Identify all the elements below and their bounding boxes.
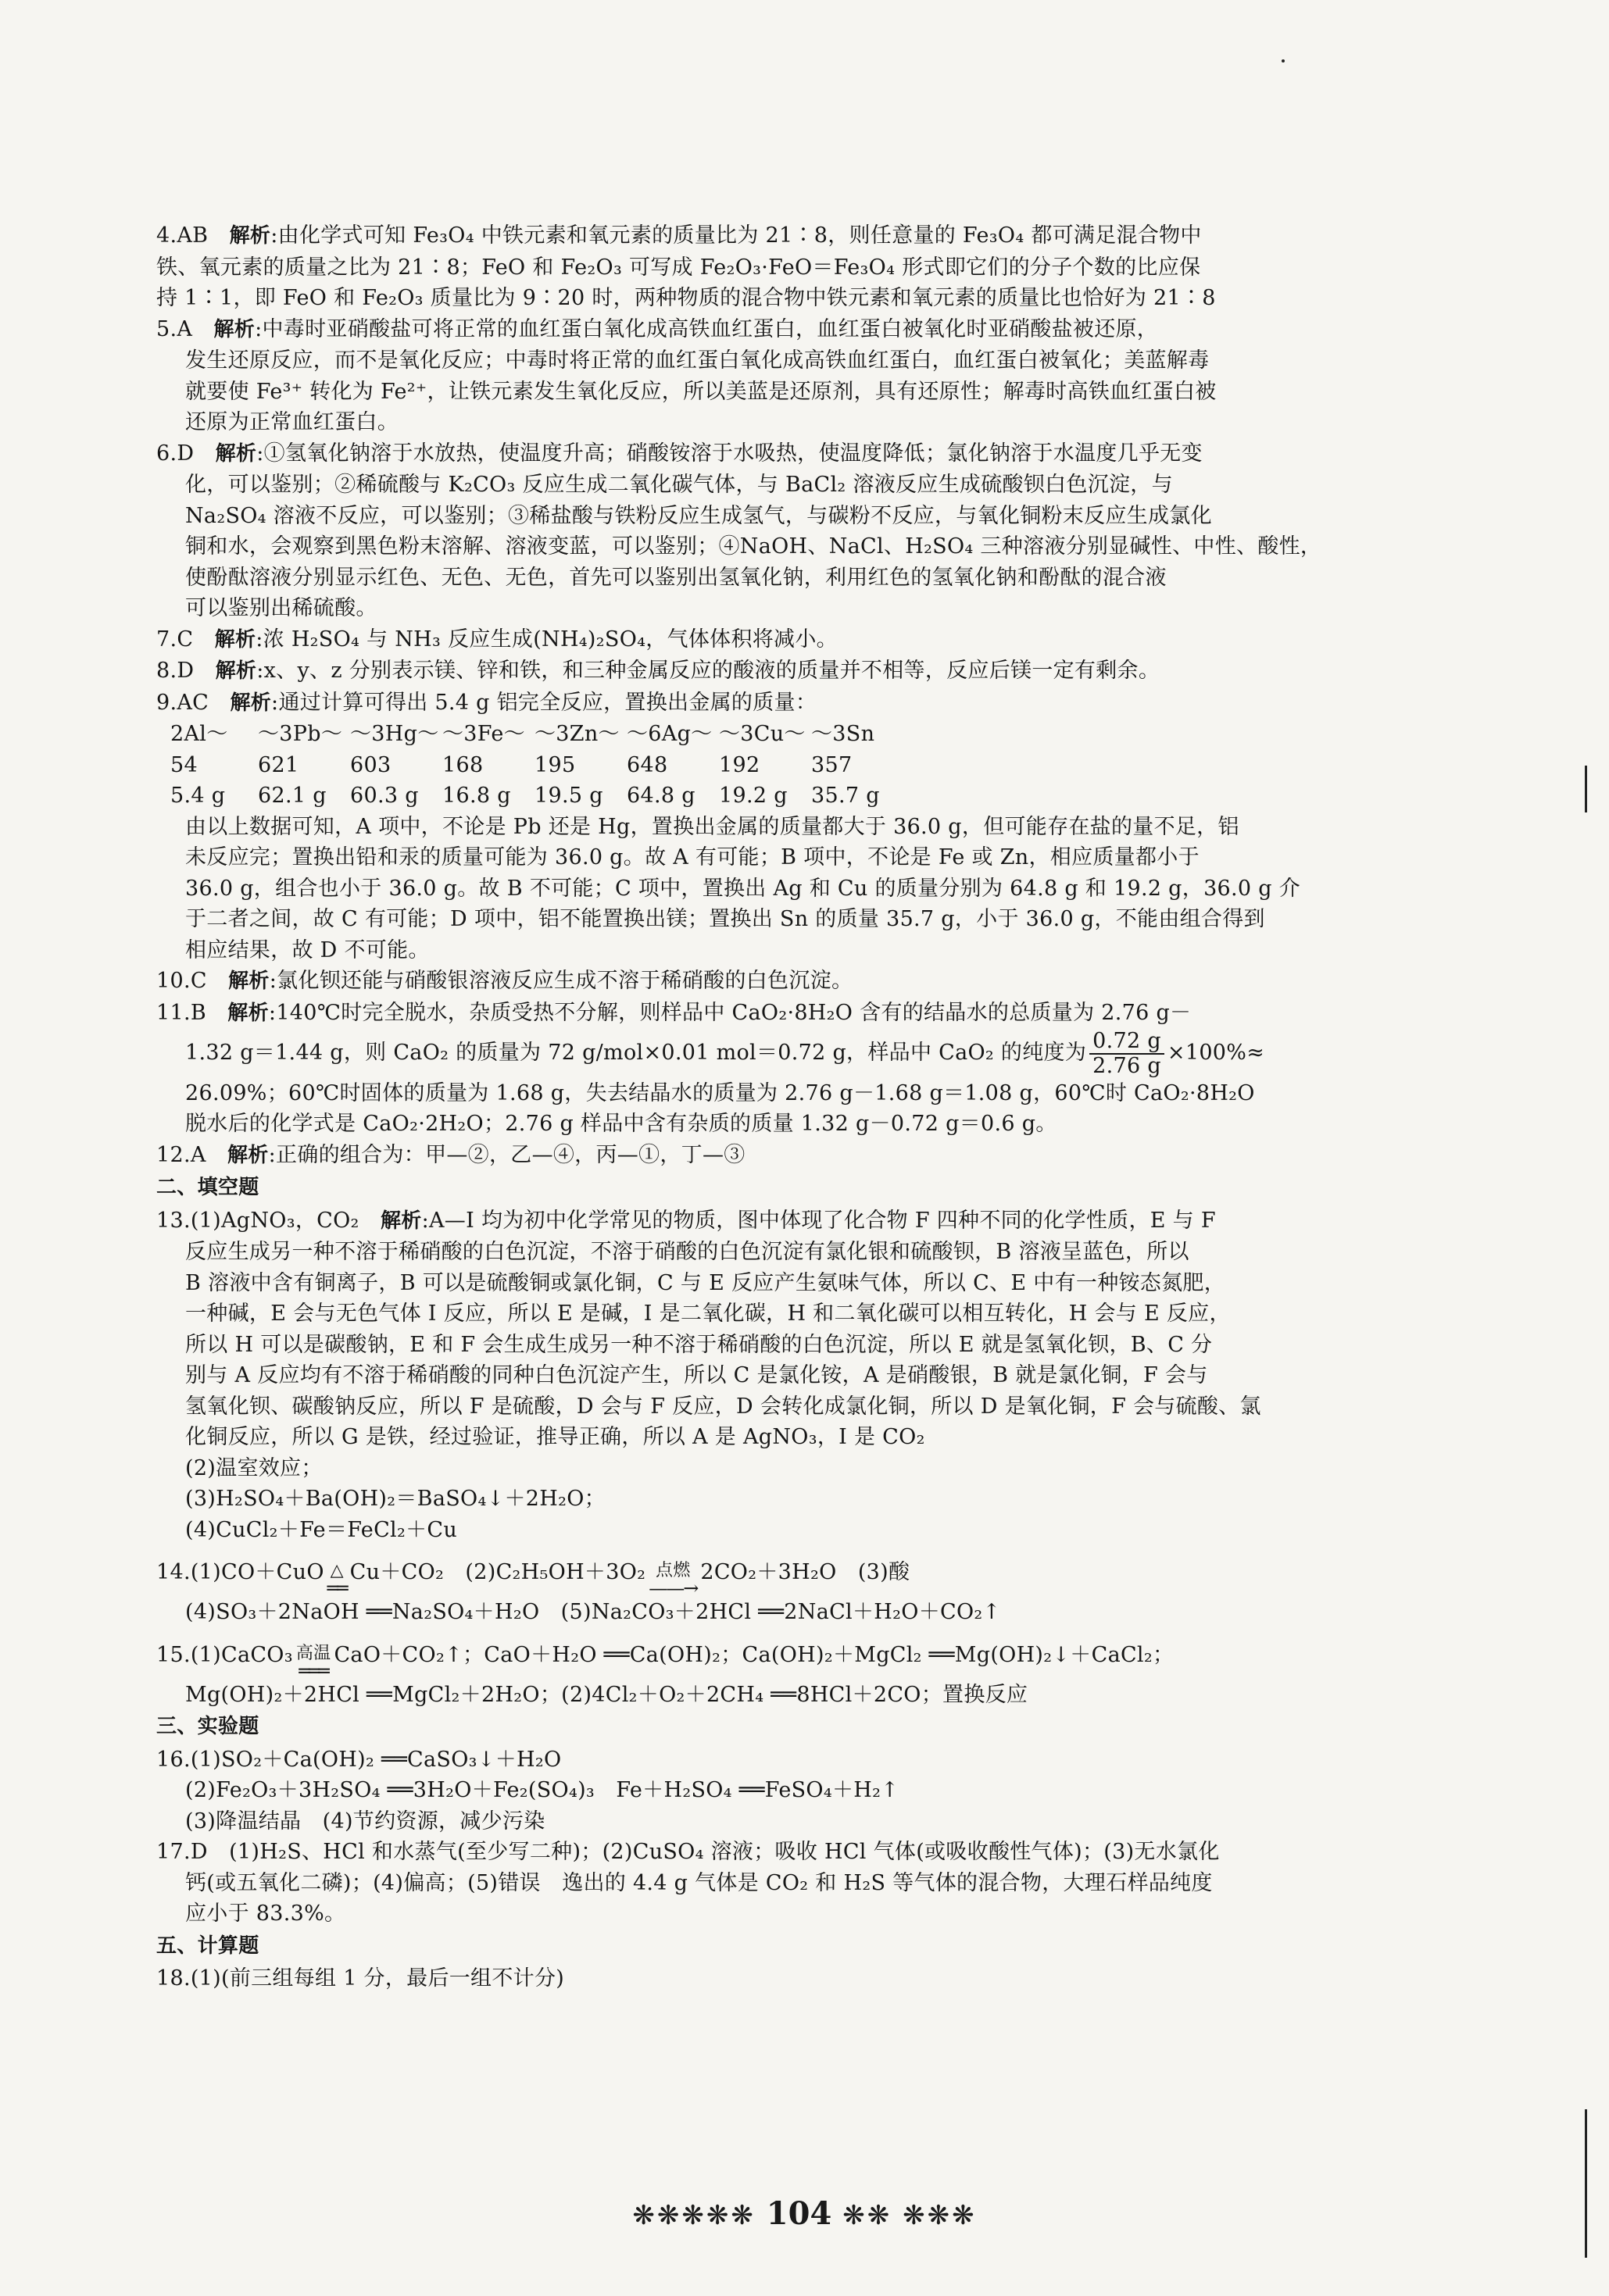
text-line: 发生还原反应，而不是氧化反应；中毒时将正常的血红蛋白氧化成高铁血红蛋白，血红蛋白被氧化；美蓝解毒 (185, 348, 1210, 373)
table-cell: 2Al～ (170, 722, 228, 746)
section-heading-calculation: 五、计算题 (156, 1934, 259, 1958)
answer-q4: 4.AB 解析:由化学式可知 Fe₃O₄ 中铁元素和氧元素的质量比为 21∶8，则任意量的 Fe₃O₄ 都可满足混合物中 铁、氧元素的质量之比为 21∶8；FeO 和 Fe₂O₃ 可写成 Fe₂O₃·FeO＝Fe₃O₄ 形式即它们的分子个数的比应保 持 1∶1，即 FeO 和 Fe₂O₃ 质量比为 9∶20 时，两种物质的混合物中铁元素和氧元素的质量比也恰好为 21∶8 (156, 220, 1453, 314)
text-line: 还原为正常血红蛋白。 (185, 410, 399, 434)
fraction-denominator: 2.76 g (1092, 1053, 1161, 1078)
analysis-label: 解析 (215, 441, 257, 466)
text-line: B 溶液中含有铜离子，B 可以是硫酸铜或氯化铜，C 与 E 反应产生氨味气体，所以 C、E 中有一种铵态氮肥， (185, 1270, 1225, 1295)
text-line: 可以鉴别出稀硫酸。 (185, 596, 377, 620)
question-number: 11.B (156, 1000, 206, 1025)
text-line: 通过计算可得出 5.4 g 铝完全反应，置换出金属的质量： (278, 690, 817, 715)
table-cell: 195 (535, 752, 576, 777)
analysis-label: 解析 (214, 627, 256, 652)
equation-line (156, 1548, 1453, 1597)
text-line: (4)CuCl₂＋Fe＝FeCl₂＋Cu (185, 1517, 458, 1542)
text-line: (4)SO₃＋2NaOH ══Na₂SO₄＋H₂O (5)Na₂CO₃＋2HCl ══2NaCl＋H₂O＋CO₂↑ (185, 1600, 1001, 1624)
text-line: x、y、z 分别表示镁、锌和铁，和三种金属反应的酸液的质量并不相等，反应后镁一定有剩余。 (263, 659, 1160, 683)
text-line: 所以 H 可以是碳酸钠，E 和 F 会生成生成另一种不溶于稀硝酸的白色沉淀，所以 E 就是氢氧化钡，B、C 分 (185, 1332, 1213, 1357)
section-heading-fill-in: 二、填空题 (156, 1176, 259, 1199)
text-line: 氢氧化钡、碳酸钠反应，所以 F 是硫酸，D 会与 F 反应，D 会转化成氯化铜，所以 D 是氧化铜，F 会与硫酸、氯 (185, 1394, 1261, 1419)
question-number: 14.(1)CO＋CuO (156, 1560, 324, 1584)
table-cell: 60.3 g (350, 784, 419, 808)
purity-fraction (1089, 1030, 1164, 1078)
question-number: 4.AB (156, 223, 209, 248)
text-line: 正确的组合为：甲—②，乙—④，丙—①，丁—③ (275, 1142, 746, 1167)
analysis-label: 解析 (215, 659, 257, 683)
text-line: 由以上数据可知，A 项中，不论是 Pb 还是 Hg，置换出金属的质量都大于 36.0 g，但可能存在盐的量不足，铝 (185, 814, 1239, 839)
question-number: 10.C (156, 969, 207, 993)
answer-q5: 5.A 解析:中毒时亚硝酸盐可将正常的血红蛋白氧化成高铁血红蛋白，血红蛋白被氧化时亚硝酸盐被还原， 发生还原反应，而不是氧化反应；中毒时将正常的血红蛋白氧化成高铁血红蛋白，血红蛋白被氧化；美蓝解毒 就要使 Fe³⁺ 转化为 Fe²⁺，让铁元素发生氧化反应，所以美蓝是还原剂，具有还原性；解毒时高铁血红蛋白被 还原为正常血红蛋白。 (156, 314, 1453, 438)
text-line: 铁、氧元素的质量之比为 21∶8；FeO 和 Fe₂O₃ 可写成 Fe₂O₃·FeO＝Fe₃O₄ 形式即它们的分子个数的比应保 (156, 255, 1201, 280)
analysis-label: 解析 (213, 317, 256, 341)
answer-q17 (156, 1837, 1453, 1930)
answer-q6: 6.D 解析:①氢氧化钠溶于水放热，使温度升高；硝酸铵溶于水吸热，使温度降低；氯化钠溶于水温度几乎无变 化，可以鉴别；②稀硫酸与 K₂CO₃ 反应生成二氧化碳气体，与 BaCl₂ 溶液反应生成硫酸钡白色沉淀，与 Na₂SO₄ 溶液不反应，可以鉴别；③稀盐酸与铁粉反应生成氢气，与碳粉不反应，与氧化铜粉末反应生成氯化 铜和水，会观察到黑色粉末溶解、溶液变蓝，可以鉴别；④NaOH、NaCl、H₂SO₄ 三种溶液分别显碱性、中性、酸性， 使酚酞溶液分别显示红色、无色、无色，首先可以鉴别出氢氧化钠，利用红色的氢氧化钠和酚酞的混合液 可以鉴别出稀硫酸。 (156, 438, 1453, 624)
text-line: 26.09%；60℃时固体的质量为 1.68 g，失去结晶水的质量为 2.76 g－1.68 g＝1.08 g，60℃时 CaO₂·8H₂O (185, 1080, 1255, 1105)
text-line: 持 1∶1，即 FeO 和 Fe₂O₃ 质量比为 9∶20 时，两种物质的混合物中铁元素和氧元素的质量比也恰好为 21∶8 (156, 286, 1216, 310)
table-cell: 603 (350, 752, 392, 777)
answer-q16 (156, 1744, 1453, 1837)
answer-q11: 11.B 解析:140℃时完全脱水，杂质受热不分解，则样品中 CaO₂·8H₂O 含有的结晶水的总质量为 2.76 g－ 1.32 g＝1.44 g，则 CaO₂ 的质量为 72 g/mol×0.01 mol＝0.72 g，样品中 CaO₂ 的纯度为 $\frac{0.72 g}{2.76 g}$ ×100%≈ 26.09%；60℃时固体的质量为 1.68 g，失去结晶水的质量为 2.76 g－1.68 g＝1.08 g，60℃时 CaO₂·8H₂O 脱水后的化学式是 CaO₂·2H₂O；2.76 g 样品中含有杂质的质量 1.32 g－0.72 g＝0.6 g。 (156, 998, 1453, 1140)
answer-q14 (156, 1548, 1453, 1628)
question-number: 8.D (156, 659, 195, 683)
table-cell: 62.1 g (258, 784, 327, 808)
condition-label: △ (330, 1561, 344, 1580)
text-line: 16.(1)SO₂＋Ca(OH)₂ ══CaSO₃↓＋H₂O (156, 1747, 562, 1772)
question-number: 13.(1)AgNO₃，CO₂ (156, 1208, 359, 1233)
analysis-label: 解析 (227, 1001, 269, 1025)
text-line: ×100%≈ (1167, 1041, 1265, 1065)
table-cell: 168 (442, 752, 484, 777)
text-line: Na₂SO₄ 溶液不反应，可以鉴别；③稀盐酸与铁粉反应生成氢气，与碳粉不反应，与氧化铜粉末反应生成氯化 (185, 503, 1212, 528)
answer-content (156, 220, 1453, 1994)
text-line: 化，可以鉴别；②稀硫酸与 K₂CO₃ 反应生成二氧化碳气体，与 BaCl₂ 溶液反应生成硫酸钡白色沉淀，与 (185, 473, 1173, 497)
text-line: 17.D (1)H₂S、HCl 和水蒸气(至少写二种)；(2)CuSO₄ 溶液；吸收 HCl 气体(或吸收酸性气体)；(3)无水氯化 (156, 1840, 1220, 1864)
table-cell: ～6Ag～ (627, 722, 713, 746)
table-cell: 19.2 g (719, 784, 788, 808)
answer-q13: 13.(1)AgNO₃，CO₂ 解析:A—I 均为初中化学常见的物质，图中体现了化合物 F 四种不同的化学性质，E 与 F 反应生成另一种不溶于稀硝酸的白色沉淀，不溶于硝酸的白色沉淀有氯化银和硫酸钡，B 溶液呈蓝色，所以 B 溶液中含有铜离子，B 可以是硫酸铜或氯化铜，C 与 E 反应产生氨味气体，所以 C、E 中有一种铵态氮肥， 一种碱，E 会与无色气体 I 反应，所以 E 是碱，I 是二氧化碳，H 和二氧化碳可以相互转化，H 会与 E 反应， 所以 H 可以是碳酸钠，E 和 F 会生成生成另一种不溶于稀硝酸的白色沉淀，所以 E 就是氢氧化钡，B、C 分 别与 A 反应均有不溶于稀硝酸的同种白色沉淀产生，所以 C 是氯化铵，A 是硝酸银，B 就是氯化铜，F 会与 氢氧化钡、碳酸钠反应，所以 F 是硫酸，D 会与 F 反应，D 会转化成氯化铜，所以 D 是氧化铜，F 会与硫酸、氯 化铜反应，所以 G 是铁，经过验证，推导正确，所以 A 是 AgNO₃，I 是 CO₂ (2)温室效应； (3)H₂SO₄＋Ba(OH)₂＝BaSO₄↓＋2H₂O； (4)CuCl₂＋Fe＝FeCl₂＋Cu (156, 1205, 1453, 1546)
table-cell: ～3Cu～ (719, 722, 806, 746)
analysis-label: 解析 (230, 691, 272, 715)
answer-q18 (156, 1963, 1453, 1994)
answer-q10: 10.C 解析:氯化钡还能与硝酸银溶液反应生成不溶于稀硝酸的白色沉淀。 (156, 969, 853, 993)
equation-line (156, 1631, 1453, 1680)
purity-line (156, 1029, 1453, 1078)
text-line: 使酚酞溶液分别显示红色、无色、无色，首先可以鉴别出氢氧化钠，利用红色的氢氧化钠和酚酞的混合液 (185, 565, 1167, 590)
high-temp-condition (296, 1645, 331, 1680)
text-line: 应小于 83.3%。 (185, 1901, 346, 1926)
ratio-row-formulas (156, 719, 1453, 750)
analysis-label: 解析 (380, 1209, 422, 1233)
table-cell: ～3Fe～ (442, 722, 525, 746)
scan-dot-mark (1282, 59, 1285, 62)
question-number: 12.A (156, 1142, 206, 1167)
text-line: 中毒时亚硝酸盐可将正常的血红蛋白氧化成高铁血红蛋白，血红蛋白被氧化时亚硝酸盐被还原， (262, 316, 1159, 341)
text-line: 化铜反应，所以 G 是铁，经过验证，推导正确，所以 A 是 AgNO₃，I 是 CO₂ (185, 1425, 925, 1449)
analysis-label: 解析 (228, 969, 270, 993)
star-decoration-icon: ❋❋❋ (903, 2200, 977, 2231)
table-cell: 621 (258, 752, 299, 777)
text-line: CaO＋CO₂↑；CaO＋H₂O ══Ca(OH)₂；Ca(OH)₂＋MgCl₂ ══Mg(OH)₂↓＋CaCl₂； (334, 1642, 1175, 1667)
page-footer (0, 2195, 1609, 2232)
text-line: 脱水后的化学式是 CaO₂·2H₂O；2.76 g 样品中含有杂质的质量 1.32 g－0.72 g＝0.6 g。 (185, 1112, 1057, 1136)
text-line: (2)温室效应； (185, 1455, 323, 1480)
ratio-row-grams (156, 780, 1453, 812)
star-decoration-icon: ❋❋❋❋❋ (632, 2200, 756, 2231)
fraction-numerator: 0.72 g (1089, 1030, 1164, 1055)
text-line: 相应结果，故 D 不可能。 (185, 937, 430, 962)
table-cell: 19.5 g (535, 784, 603, 808)
text-line: A—I 均为初中化学常见的物质，图中体现了化合物 F 四种不同的化学性质，E 与 F (429, 1208, 1216, 1233)
table-cell: ～3Sn (811, 722, 875, 746)
text-line: 铜和水，会观察到黑色粉末溶解、溶液变蓝，可以鉴别；④NaOH、NaCl、H₂SO₄ 三种溶液分别显碱性、中性、酸性， (185, 534, 1322, 559)
answer-q12: 12.A 解析:正确的组合为：甲—②，乙—④，丙—①，丁—③ (156, 1142, 746, 1167)
ratio-row-masses (156, 750, 1453, 781)
analysis-label: 解析 (229, 224, 271, 248)
arrow-icon: ——→ (649, 1577, 698, 1599)
text-line: 140℃时完全脱水，杂质受热不分解，则样品中 CaO₂·8H₂O 含有的结晶水的总质量为 2.76 g－ (276, 1000, 1192, 1025)
text-line: 浓 H₂SO₄ 与 NH₃ 反应生成(NH₄)₂SO₄，气体体积将减小。 (263, 627, 838, 652)
page-number: 104 (766, 2195, 832, 2232)
table-cell: 54 (170, 752, 198, 777)
star-decoration-icon: ❋❋ (842, 2200, 892, 2231)
text-line: 由化学式可知 Fe₃O₄ 中铁元素和氧元素的质量比为 21∶8，则任意量的 Fe₃O₄ 都可满足混合物中 (277, 223, 1202, 248)
equals-sign: ══ (327, 1577, 347, 1599)
equals-sign: ═══ (299, 1659, 328, 1682)
ignite-condition (649, 1562, 697, 1597)
question-number: 7.C (156, 627, 194, 652)
text-line: (2)Fe₂O₃＋3H₂SO₄ ══3H₂O＋Fe₂(SO₄)₃ Fe＋H₂SO₄ ══FeSO₄＋H₂↑ (185, 1778, 899, 1802)
text-line: 就要使 Fe³⁺ 转化为 Fe²⁺，让铁元素发生氧化反应，所以美蓝是还原剂，具有还原性；解毒时高铁血红蛋白被 (185, 379, 1217, 404)
table-cell: 648 (627, 752, 668, 777)
text-line: 一种碱，E 会与无色气体 I 反应，所以 E 是碱，I 是二氧化碳，H 和二氧化碳可以相互转化，H 会与 E 反应， (185, 1302, 1231, 1326)
section-heading-experiment: 三、实验题 (156, 1715, 259, 1738)
table-cell: 16.8 g (442, 784, 511, 808)
answer-q9: 9.AC 解析:通过计算可得出 5.4 g 铝完全反应，置换出金属的质量： 2Al～ ～3Pb～ ～3Hg～ ～3Fe～ ～3Zn～ ～6Ag～ ～3Cu～ ～3Sn 54 621 603 168 195 648 192 357 5.4 g 62.1 g 60.3 g 16.8 g 19.5 g 64.8 g 19.2 g 35.7 g 由以上数据可知，A 项中，不论是 Pb 还是 Hg，置换出金属的质量都大于 36.0 g，但可能存在盐的量不足，铝 未反应完；置换出铅和汞的质量可能为 36.0 g。故 A 有可能；B 项中，不论是 Fe 或 Zn，相应质量都小于 36.0 g，组合也小于 36.0 g。故 B 不可能；C 项中，置换出 Ag 和 Cu 的质量分别为 64.8 g 和 19.2 g，36.0 g 介 于二者之间，故 C 有可能；D 项中，铝不能置换出镁；置换出 Sn 的质量 35.7 g，小于 36.0 g，不能由组合得到 相应结果，故 D 不可能。 (156, 687, 1453, 966)
question-number: 15.(1)CaCO₃ (156, 1642, 293, 1667)
table-cell: ～3Zn～ (535, 722, 620, 746)
analysis-label: 解析 (227, 1143, 269, 1167)
text-line: 1.32 g＝1.44 g，则 CaO₂ 的质量为 72 g/mol×0.01 mol＝0.72 g，样品中 CaO₂ 的纯度为 (185, 1041, 1087, 1065)
question-number: 9.AC (156, 690, 209, 715)
answer-q8: 8.D 解析:x、y、z 分别表示镁、锌和铁，和三种金属反应的酸液的质量并不相等，反应后镁一定有剩余。 (156, 659, 1160, 683)
text-line: 36.0 g，组合也小于 36.0 g。故 B 不可能；C 项中，置换出 Ag 和 Cu 的质量分别为 64.8 g 和 19.2 g，36.0 g 介 (185, 876, 1301, 901)
question-number: 5.A (156, 316, 193, 341)
condition-label: 高温 (295, 1643, 331, 1663)
text-line: 氯化钡还能与硝酸银溶液反应生成不溶于稀硝酸的白色沉淀。 (277, 969, 853, 993)
condition-label: 点燃 (656, 1561, 691, 1580)
answer-q15 (156, 1631, 1453, 1711)
text-line: 于二者之间，故 C 有可能；D 项中，铝不能置换出镁；置换出 Sn 的质量 35.7 g，小于 36.0 g，不能由组合得到 (185, 907, 1265, 931)
scan-edge-mark (1585, 2109, 1587, 2258)
table-cell: 192 (719, 752, 760, 777)
table-cell: 5.4 g (170, 784, 226, 808)
table-cell: 35.7 g (811, 784, 880, 808)
table-cell: 64.8 g (627, 784, 695, 808)
text-line: 未反应完；置换出铅和汞的质量可能为 36.0 g。故 A 有可能；B 项中，不论是 Fe 或 Zn，相应质量都小于 (185, 845, 1200, 869)
table-cell: ～3Pb～ (258, 722, 343, 746)
text-line: 钙(或五氧化二磷)；(4)偏高；(5)错误 逸出的 4.4 g 气体是 CO₂ 和 H₂S 等气体的混合物，大理石样品纯度 (185, 1870, 1213, 1895)
text-line: ①氢氧化钠溶于水放热，使温度升高；硝酸铵溶于水吸热，使温度降低；氯化钠溶于水温度几乎无变 (263, 441, 1203, 466)
heat-condition (327, 1562, 347, 1597)
scan-edge-mark (1585, 766, 1587, 812)
text-line: Cu＋CO₂ (2)C₂H₅OH＋3O₂ (349, 1560, 646, 1584)
text-line: 反应生成另一种不溶于稀硝酸的白色沉淀，不溶于硝酸的白色沉淀有氯化银和硫酸钡，B 溶液呈蓝色，所以 (185, 1240, 1189, 1264)
table-cell: ～3Hg～ (350, 722, 439, 746)
answer-q7: 7.C 解析:浓 H₂SO₄ 与 NH₃ 反应生成(NH₄)₂SO₄，气体体积将减小。 (156, 627, 838, 652)
text-line: (3)H₂SO₄＋Ba(OH)₂＝BaSO₄↓＋2H₂O； (185, 1487, 606, 1511)
text-line: 别与 A 反应均有不溶于稀硝酸的同种白色沉淀产生，所以 C 是氯化铵，A 是硝酸银，B 就是氯化铜，F 会与 (185, 1363, 1208, 1387)
text-line: 2CO₂＋3H₂O (3)酸 (700, 1560, 910, 1584)
table-cell: 357 (811, 752, 853, 777)
text-line: Mg(OH)₂＋2HCl ══MgCl₂＋2H₂O；(2)4Cl₂＋O₂＋2CH₄ ══8HCl＋2CO；置换反应 (185, 1682, 1028, 1707)
text-line: 18.(1)(前三组每组 1 分，最后一组不计分) (156, 1966, 565, 1991)
text-line: (3)降温结晶 (4)节约资源，减少污染 (185, 1809, 545, 1834)
question-number: 6.D (156, 441, 195, 466)
